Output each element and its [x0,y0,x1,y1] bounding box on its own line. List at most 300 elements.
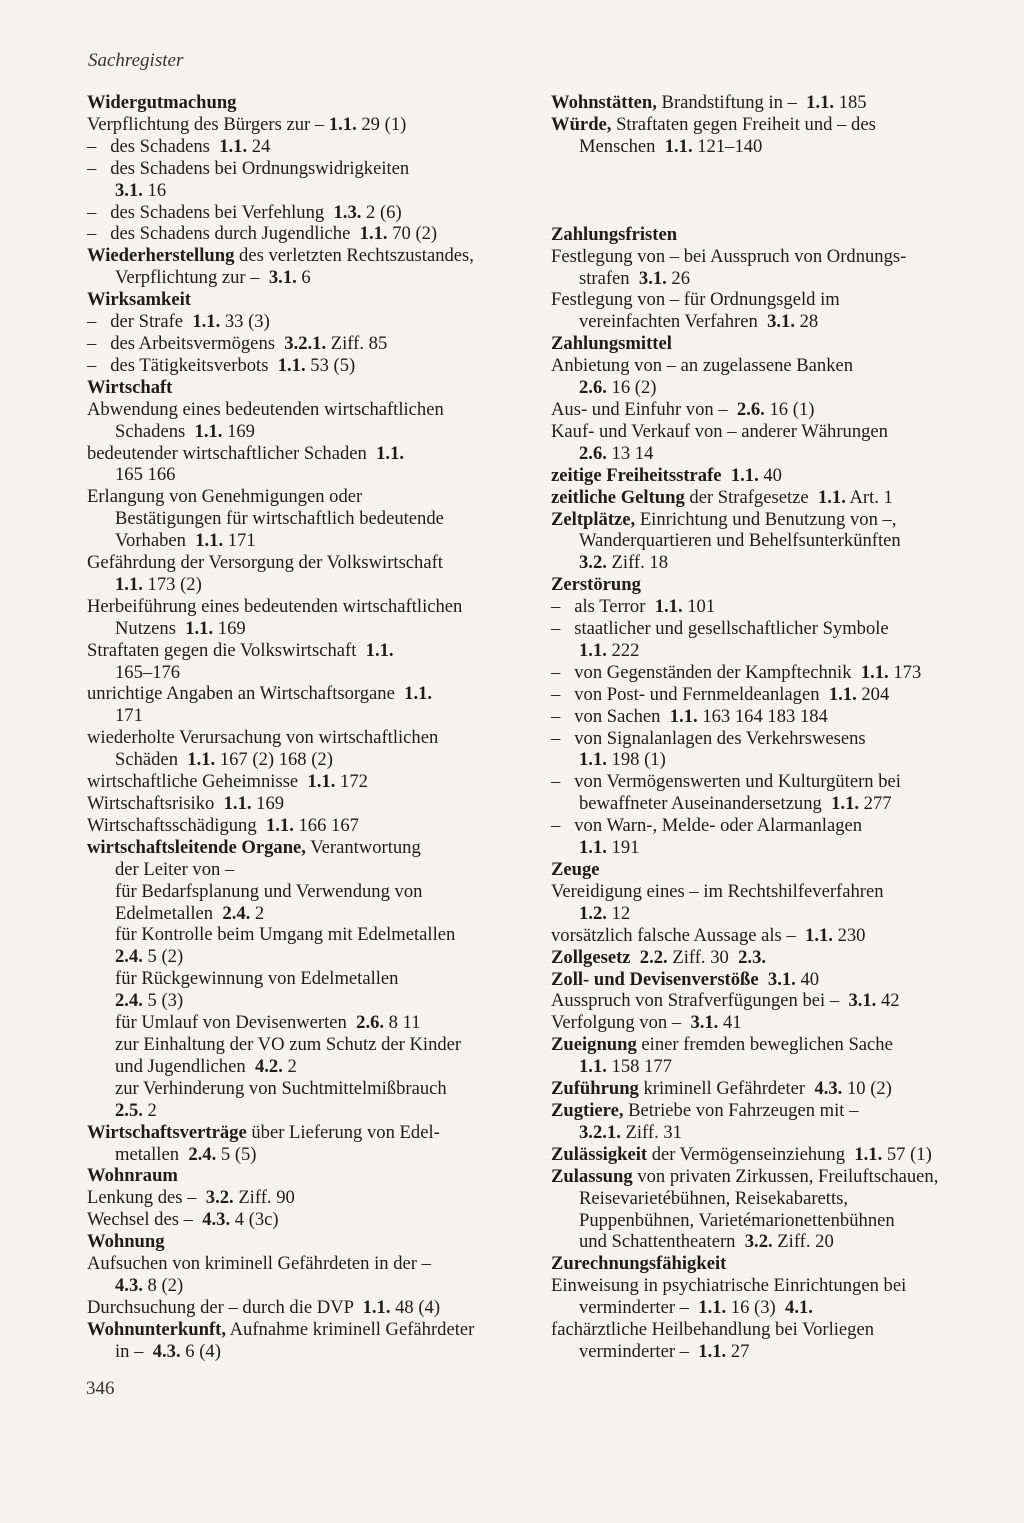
index-line [87,1341,527,1363]
index-line [87,881,527,903]
index-text: Vorhaben [115,530,196,552]
index-line [87,727,527,749]
index-text: 173 [888,661,922,683]
index-line [87,355,527,377]
index-text: Aufnahme kriminell Gefährdeter [225,1318,475,1340]
index-term-bold: zeitliche Geltung [551,486,685,508]
index-text: 27 [726,1340,750,1362]
index-term-bold: Zahlungsmittel [551,333,672,355]
index-line [87,1253,527,1275]
index-term-bold: 2.3. [738,946,767,968]
index-text: 169 [213,617,246,639]
index-line [87,333,527,355]
index-term-bold: 2.6. [579,377,607,399]
index-line [551,749,1001,771]
index-text: Ziff. 90 [233,1187,295,1209]
index-text: verminderter – [579,1340,699,1362]
left-index-column [87,92,527,1363]
index-text: – von Signalanlagen des Verkehrswesens [551,727,866,749]
index-text: 10 (2) [842,1078,892,1100]
index-term-bold: Zahlungsfristen [551,223,678,245]
index-text: 198 (1) [606,749,666,771]
index-text: 8 11 [384,1012,421,1034]
index-text: 165 166 [115,464,176,486]
index-text: 33 (3) [220,311,270,333]
index-text: 53 (5) [305,354,356,376]
index-term-bold: 1.1. [579,749,607,771]
index-text: Wirtschaftsschädigung [87,814,266,836]
index-term-bold: 1.1. [277,354,306,376]
index-text: 16 (3) [726,1297,786,1319]
index-text: 5 (3) [142,990,184,1012]
index-line [551,815,1001,837]
index-term-bold: 2.6. [579,442,607,464]
index-line [551,1144,1001,1166]
index-text: 16 (1) [764,398,815,420]
index-text: Wechsel des – [87,1209,203,1231]
index-text: 6 [296,267,311,289]
index-text: 2 (6) [361,201,402,223]
index-line [551,640,1001,662]
index-term-bold: 4.3. [814,1078,843,1100]
index-text: von privaten Zirkussen, Freiluftschauen, [632,1165,939,1187]
index-term-bold: 3.1. [268,267,297,289]
index-text: – von Warn-, Melde- oder Alarmanlagen [551,815,863,837]
index-term-bold: 1.2. [579,902,607,924]
index-text: – als Terror [551,596,655,618]
index-text: 204 [856,683,890,705]
index-text: wirtschaftliche Geheimnisse [87,771,308,793]
index-text: 70 (2) [387,223,438,245]
index-text: Erlangung von Genehmigungen oder [87,486,363,508]
index-term-bold: 4.1. [785,1297,813,1319]
index-text: 171 [115,705,143,727]
index-term-bold: Zeuge [551,859,600,880]
index-line [551,465,1001,487]
index-text: – von Gegenständen der Kampftechnik [551,661,861,683]
index-text: 40 [758,464,782,486]
index-text: 48 (4) [390,1296,441,1318]
index-term-bold: Wohnunterkunft, [87,1318,226,1340]
index-line [87,793,527,815]
index-term-bold: Wohnstätten, [551,92,657,113]
index-text: Straftaten gegen die Volkswirtschaft [87,639,366,661]
index-text: 12 [606,902,631,924]
index-line [551,1056,1001,1078]
index-line [87,924,527,946]
index-text: 171 [223,530,256,552]
right-entries-top [551,92,1001,158]
index-line [87,1078,527,1100]
index-text: kriminell Gefährdeter [638,1078,815,1100]
index-text: Puppenbühnen, Varietémarionettenbühnen [579,1209,895,1231]
index-term-bold: wirtschaftsleitende Organe, [87,836,306,858]
index-text: Wirtschaftsrisiko [87,793,224,814]
index-term-bold: 1.1. [265,814,294,836]
index-term-bold: 1.1. [579,837,607,859]
index-text: Abwendung eines bedeutenden wirtschaftlichen [87,398,444,420]
index-line [551,552,1001,574]
index-line [551,1210,1001,1232]
index-text: – von Post- und Fernmeldeanlagen [551,683,829,705]
index-term-bold: 1.3. [333,201,362,223]
index-text: Verfolgung von – [551,1012,691,1034]
index-line [551,574,1001,596]
index-line [551,969,1001,991]
index-line [551,114,1001,136]
index-text: Anbietung von – an zugelassene Banken [551,355,854,377]
index-term-bold: 3.1. [638,267,667,289]
index-text: 169 [222,420,255,442]
index-term-bold: Wirksamkeit [87,289,191,311]
index-line [87,1034,527,1056]
index-line [87,749,527,771]
index-text: in – [115,1340,153,1362]
index-text: 28 [794,311,819,333]
index-text: 26 [666,267,691,289]
index-text: Festlegung von – für Ordnungsgeld im [551,289,840,311]
index-text: vereinfachten Verfahren [579,311,768,333]
index-line [551,859,1001,881]
index-text: Gefährdung der Versorgung der Volkswirtschaft [87,552,443,574]
index-line [551,1231,1001,1253]
index-text: Vereidigung eines – im Rechtshilfeverfahren [551,880,884,902]
index-line [551,1253,1001,1275]
index-line [87,223,527,245]
index-term-bold: 1.1. [805,924,833,946]
index-text: 165–176 [115,661,181,683]
index-line [87,530,527,552]
index-term-bold: 3.2. [579,552,607,574]
index-text: 277 [859,793,892,815]
index-line [87,508,527,530]
index-text: 5 (5) [216,1143,257,1165]
running-header: Sachregister [88,50,184,71]
index-term-bold: Zulässigkeit [551,1143,648,1165]
index-term-bold: 3.1. [767,311,795,333]
index-text: 29 (1) [356,113,407,135]
index-line [87,136,527,158]
index-term-bold: Wohnraum [87,1165,178,1187]
index-line [87,421,527,443]
index-term-bold: Wiederherstellung [87,245,235,267]
index-text: 121–140 [692,135,763,157]
index-term-bold: 1.1. [854,1143,883,1165]
index-text: bedeutender wirtschaftlicher Schaden [87,442,377,464]
index-line [551,311,1001,333]
index-line [551,1341,1001,1363]
index-line [87,596,527,618]
index-term-bold: 1.1. [669,705,698,727]
index-text: 230 [832,924,866,946]
index-term-bold: 2.4. [188,1143,217,1165]
index-term-bold: 1.1. [579,1056,607,1078]
index-text: Kauf- und Verkauf von – anderer Währungen [551,420,888,442]
index-text: Art. 1 [845,486,893,508]
index-term-bold: Zurechnungsfähigkeit [551,1253,727,1275]
letter-group-gap [551,158,1001,224]
index-term-bold: 1.1. [698,1340,727,1362]
index-text: 24 [247,135,271,157]
index-line [551,1275,1001,1297]
index-text: 2 [250,902,265,924]
index-line [87,1012,527,1034]
index-term-bold: 4.2. [254,1055,283,1077]
index-term-bold: 3.1. [115,179,143,201]
index-text: 222 [606,639,640,661]
index-line [87,158,527,180]
index-text: 13 14 [606,442,654,464]
index-text: Schadens [115,420,195,442]
index-term-bold: 4.3. [152,1340,181,1362]
index-line [551,728,1001,750]
index-text: wiederholte Verursachung von wirtschaftlichen [87,727,439,749]
index-line [87,399,527,421]
index-term-bold: 1.1. [115,573,143,595]
index-line [87,1100,527,1122]
index-text: Brandstiftung in – [656,92,807,113]
index-text: Aufsuchen von kriminell Gefährdeten in der – [87,1253,431,1275]
index-text: – des Arbeitsvermögens [87,332,285,354]
index-line [87,114,527,136]
index-text: zur Verhinderung von Suchtmittelmißbrauch [115,1077,447,1099]
index-term-bold: 2.5. [115,1099,143,1121]
index-text: 191 [606,837,640,859]
index-text: Verpflichtung zur – [115,267,269,289]
index-text: strafen [579,267,639,289]
index-line [551,1012,1001,1034]
index-line [87,574,527,596]
index-line [551,421,1001,443]
index-line [87,1231,527,1253]
index-text: – des Schadens bei Verfehlung [87,201,334,223]
index-text: und Jugendlichen [115,1055,255,1077]
index-term-bold: 1.1. [194,420,223,442]
index-term-bold: Zoll- und Devisenverstöße 3.1. [551,968,796,990]
index-text: 5 (2) [142,946,184,968]
index-line [551,443,1001,465]
index-text: des verletzten Rechtszustandes, [234,245,474,267]
index-term-bold: 2.4. [222,902,251,924]
index-line [87,683,527,705]
index-line [551,837,1001,859]
index-text: für Umlauf von Devisenwerten [115,1012,357,1034]
index-text: Ausspruch von Strafverfügungen bei – [551,990,849,1012]
index-term-bold: 1.1. [192,311,221,333]
index-term-bold: 1.1. [404,683,433,705]
index-term-bold: 3.2.1. [579,1121,621,1143]
index-line [87,443,527,465]
index-text: 4 (3c) [230,1209,279,1231]
index-term-bold: Zulassung [551,1165,633,1187]
index-term-bold: 2.4. [115,946,143,968]
index-text: Verpflichtung des Bürgers zur – [87,113,329,135]
index-line [551,1319,1001,1341]
index-term-bold: 1.1. [654,596,683,618]
index-line [87,815,527,837]
index-text: Einweisung in psychiatrische Einrichtungen bei [551,1275,907,1297]
index-text: 185 [834,92,867,113]
index-line [551,1297,1001,1319]
index-line [87,464,527,486]
index-text: Herbeiführung eines bedeutenden wirtschaftlichen [87,595,463,617]
index-line [551,793,1001,815]
index-line [551,771,1001,793]
index-line [551,618,1001,640]
index-term-bold: Wirtschaftsverträge [87,1121,247,1143]
index-text: 40 [795,968,820,990]
index-term-bold: 3.1. [848,990,877,1012]
index-line [87,1122,527,1144]
index-line [87,1209,527,1231]
index-line [551,596,1001,618]
index-line [87,377,527,399]
index-line [551,268,1001,290]
index-line [551,136,1001,158]
index-line [551,530,1001,552]
index-text: Verantwortung [305,836,421,858]
index-line [87,1056,527,1078]
index-text: 2 [142,1099,157,1121]
index-term-bold: zeitige Freiheitsstrafe 1.1. [551,464,759,486]
index-line [551,1100,1001,1122]
index-line [551,399,1001,421]
index-text: für Kontrolle beim Umgang mit Edelmetallen [115,924,456,946]
index-line [87,202,527,224]
index-text: vorsätzlich falsche Aussage als – [551,924,806,946]
index-line [551,1188,1001,1210]
index-line [87,289,527,311]
index-term-bold: 1.1. [579,639,607,661]
index-term-bold: 1.1. [307,771,336,793]
index-term-bold: Zuführung [551,1078,639,1100]
index-line [551,246,1001,268]
index-text: – staatlicher und gesellschaftlicher Symbole [551,618,889,640]
index-line [551,92,1001,114]
index-term-bold: Wohnung [87,1231,165,1253]
index-text: 57 (1) [882,1143,932,1165]
index-text: 101 [682,596,716,618]
index-line [87,1319,527,1341]
index-text: für Rückgewinnung von Edelmetallen [115,968,399,990]
index-text: – des Schadens bei Ordnungswidrigkeiten [87,157,410,179]
index-term-bold: 4.3. [202,1209,231,1231]
index-text: Ziff. 20 [772,1231,834,1253]
index-line [551,1166,1001,1188]
index-text: 6 (4) [180,1340,221,1362]
index-text: Menschen [579,135,665,157]
index-text: verminderter – [579,1297,699,1319]
index-text: Ziff. 30 [667,946,739,968]
index-line [87,1165,527,1187]
index-text: zur Einhaltung der VO zum Schutz der Kinder [115,1033,462,1055]
index-text: Ziff. 31 [620,1121,682,1143]
index-term-bold: 1.1. [831,793,860,815]
index-term-bold: 1.1. [817,486,846,508]
index-text: 41 [718,1012,742,1034]
index-term-bold: 1.1. [376,442,405,464]
index-term-bold: 1.1. [698,1297,727,1319]
index-text: Schäden [115,749,188,771]
index-line [551,947,1001,969]
index-text: der Vermögenseinziehung [647,1143,855,1165]
index-text: Ziff. 18 [606,552,669,574]
index-line [87,180,527,202]
index-line [551,684,1001,706]
index-text: Reisevarietébühnen, Reisekabaretts, [579,1187,848,1209]
index-line [551,881,1001,903]
index-line [87,903,527,925]
index-text: 2 [282,1055,297,1077]
index-term-bold: Zerstörung [551,574,641,596]
index-term-bold: 1.1. [185,617,214,639]
index-text: Betriebe von Fahrzeugen mit – [623,1099,859,1121]
index-text: 16 (2) [606,377,657,399]
index-text: Edelmetallen [115,902,223,924]
index-line [87,92,527,114]
index-text: 42 [876,990,900,1012]
index-line [87,1297,527,1319]
right-index-column [551,92,1001,1363]
index-text: 167 (2) 168 (2) [215,749,333,771]
index-term-bold: Widergutmachung [87,92,237,113]
page-number: 346 [86,1378,115,1399]
index-line [551,1078,1001,1100]
index-line [551,224,1001,246]
index-text: 172 [335,771,368,793]
index-term-bold: 1.1. [828,683,857,705]
index-line [87,1187,527,1209]
index-text: über Lieferung von Edel- [246,1121,440,1143]
index-text: bewaffneter Auseinandersetzung [579,793,832,815]
index-term-bold: Zollgesetz 2.2. [551,946,668,968]
index-text: – des Tätigkeitsverbots [87,354,278,376]
index-term-bold: Wirtschaft [87,376,173,398]
index-term-bold: 3.2. [205,1187,234,1209]
index-text: – der Strafe [87,311,193,333]
index-line [551,1122,1001,1144]
index-term-bold: 1.1. [195,530,224,552]
index-term-bold: 1.1. [664,135,693,157]
index-text: Bestätigungen für wirtschaftlich bedeutende [115,508,444,530]
index-line [551,925,1001,947]
index-text: Aus- und Einfuhr von – [551,398,737,420]
index-line [87,311,527,333]
index-term-bold: 2.6. [736,398,765,420]
right-entries [551,224,1001,1363]
index-text: – von Sachen [551,705,670,727]
index-term-bold: 1.1. [328,113,357,135]
index-line [87,771,527,793]
index-text: Wanderquartieren und Behelfsunterkünften [579,530,901,552]
index-text: 166 167 [293,814,359,836]
index-line [551,903,1001,925]
index-line [87,1144,527,1166]
index-text: Nutzens [115,617,186,639]
index-term-bold: Zeltplätze, [551,508,636,530]
index-text: der Strafgesetze [684,486,818,508]
index-line [551,706,1001,728]
index-term-bold: 1.1. [362,1296,391,1318]
index-line [87,968,527,990]
index-text: fachärztliche Heilbehandlung bei Vorliegen [551,1319,875,1341]
index-text: Lenkung des – [87,1187,206,1209]
index-line [551,487,1001,509]
index-line [87,859,527,881]
index-text: metallen [115,1143,189,1165]
index-line [551,289,1001,311]
index-term-bold: 1.1. [223,793,252,814]
